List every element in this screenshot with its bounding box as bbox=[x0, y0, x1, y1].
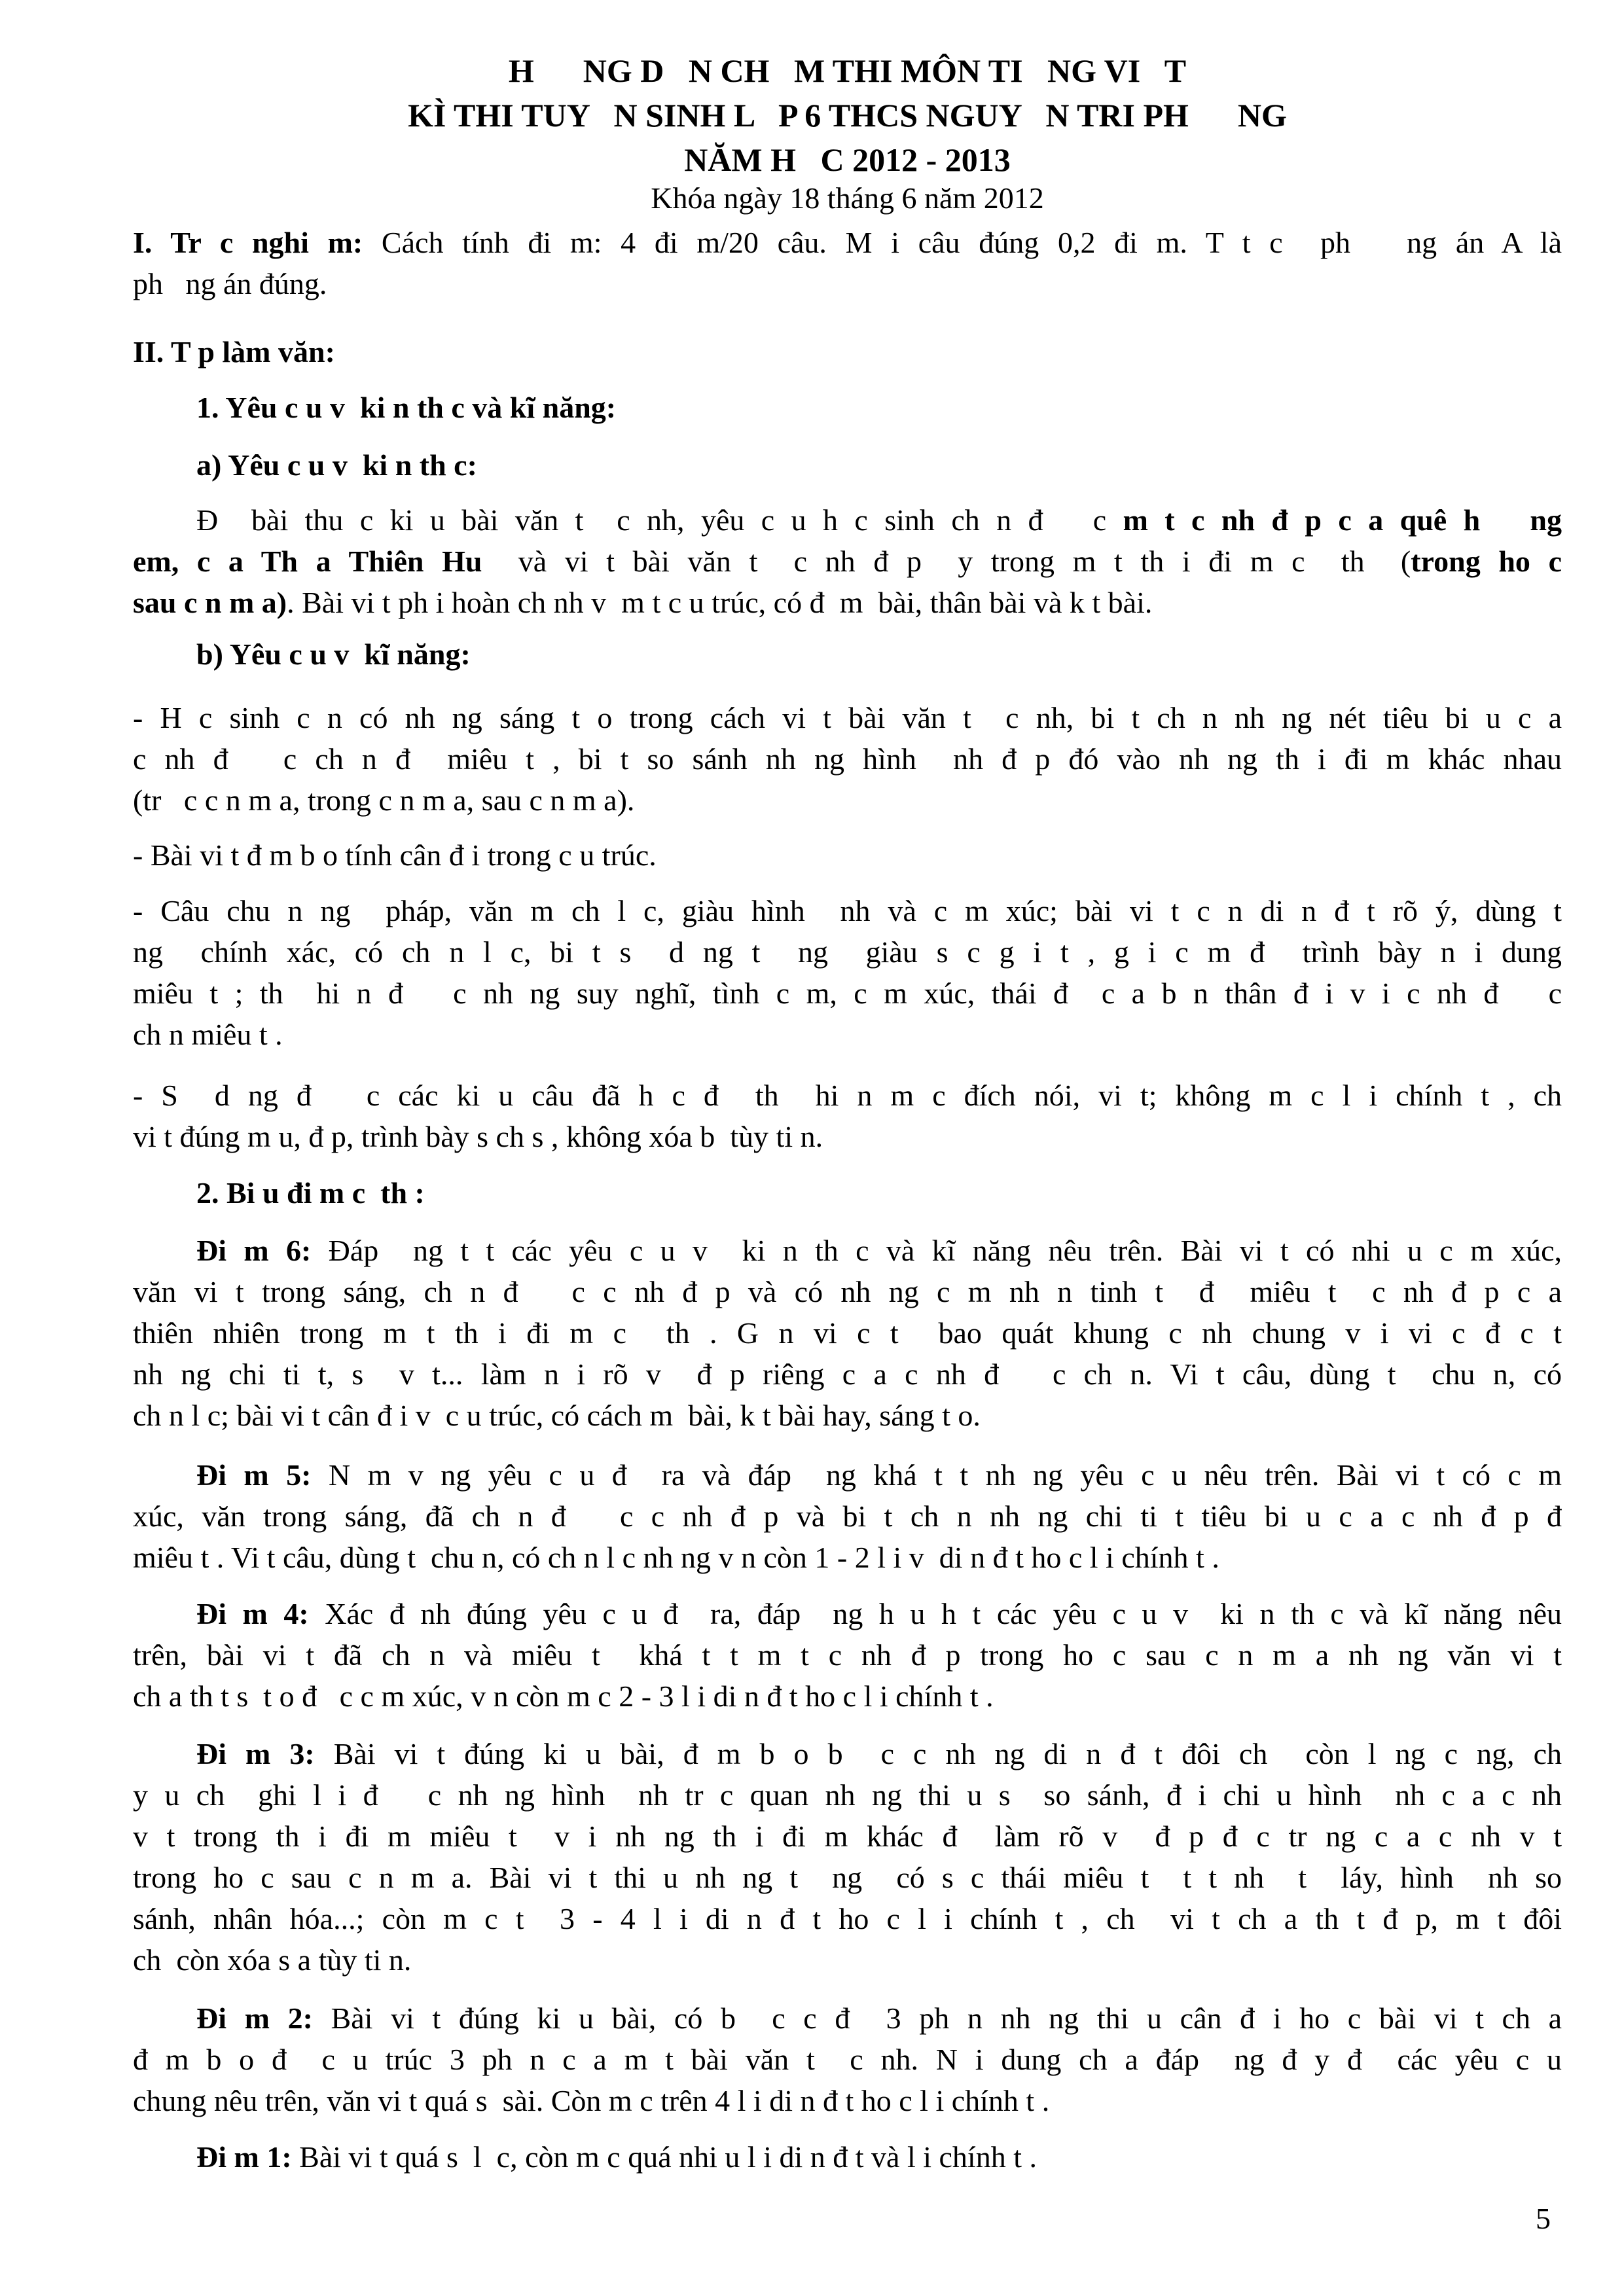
score-3 bbox=[133, 1733, 1562, 1981]
text-line bbox=[133, 1271, 1562, 1312]
text-line bbox=[133, 1496, 1562, 1537]
bold-text: Đi m 3: bbox=[196, 1737, 315, 1770]
text-line bbox=[133, 1395, 1562, 1436]
text: ch a th t s t o đ c c m xúc, v n còn m c 2 - 3 l i di n đ t ho c l i chính t . bbox=[133, 1679, 994, 1713]
text-line bbox=[133, 331, 1562, 372]
text: ch n l c; bài vi t cân đ i v c u trúc, có cách m bài, k t bài hay, sáng t o. bbox=[133, 1399, 981, 1432]
text: N m v ng yêu c u đ ra và đáp ng khá t t nh ng yêu c u nêu trên. Bài vi t có c m bbox=[311, 1458, 1562, 1492]
text: miêu t ; th hi n đ c nh ng suy nghĩ, tình c m, c m xúc, thái đ c a b n thân đ i v i c nh đ c bbox=[133, 977, 1562, 1010]
text: ch còn xóa s a tùy ti n. bbox=[133, 1943, 412, 1977]
page-number: 5 bbox=[1536, 2202, 1551, 2235]
text-line bbox=[133, 1774, 1562, 1816]
skill-item-1 bbox=[133, 697, 1562, 821]
text-line bbox=[133, 1454, 1562, 1496]
text-line bbox=[133, 499, 1562, 541]
text: sánh, nhân hóa...; còn m c t 3 - 4 l i di n đ t ho c l i chính t , ch vi t ch a th t đ p, m t đôi bbox=[133, 1902, 1562, 1935]
score-6 bbox=[133, 1230, 1562, 1436]
title-line-1: H NG D N CH M THI MÔN TI NG VI T bbox=[508, 52, 1187, 89]
text-line bbox=[133, 387, 1562, 428]
score-1 bbox=[133, 2136, 1562, 2178]
text: - Câu chu n ng pháp, văn m ch l c, giàu hình nh và c m xúc; bài vi t c n di n đ t rõ ý, dùng t bbox=[133, 894, 1562, 927]
skill-item-4 bbox=[133, 1075, 1562, 1157]
bold-text: m t c nh đ p c a quê h ng bbox=[1123, 503, 1562, 537]
text: thiên nhiên trong m t th i đi m c th . G n vi c t bao quát khung c nh chung v i vi c đ c t bbox=[133, 1316, 1562, 1350]
text-line bbox=[133, 1733, 1562, 1774]
text: văn vi t trong sáng, ch n đ c c nh đ p và có nh ng c m nh n tinh t đ miêu t c nh đ p c a bbox=[133, 1275, 1562, 1308]
text: Cách tính đi m: 4 đi m/20 câu. M i câu đúng 0,2 đi m. T t c ph ng án A là bbox=[363, 226, 1562, 259]
text-line bbox=[133, 1312, 1562, 1354]
text: trên, bài vi t đã ch n và miêu t khá t t m t c nh đ p trong ho c sau c n m a nh ng văn vi t bbox=[133, 1638, 1562, 1672]
text: ng chính xác, có ch n l c, bi t s d ng t ng giàu s c g i t , g i c m đ trình bày n i dung bbox=[133, 935, 1562, 969]
text-line bbox=[133, 1230, 1562, 1271]
text: - H c sinh c n có nh ng sáng t o trong cách vi t bài văn t c nh, bi t ch n nh ng nét tiêu bi u c a bbox=[133, 701, 1562, 734]
bold-text: Đi m 5: bbox=[196, 1458, 312, 1492]
text: chung nêu trên, văn vi t quá s sài. Còn m c trên 4 l i di n đ t ho c l i chính t . bbox=[133, 2084, 1050, 2117]
score-5 bbox=[133, 1454, 1562, 1578]
text-line bbox=[133, 1172, 1562, 1213]
text-line bbox=[133, 582, 1562, 623]
bold-text: em, c a Th a Thiên Hu bbox=[133, 545, 482, 578]
bold-text: 2. Bi u đi m c th : bbox=[196, 1176, 425, 1210]
heading-scoring bbox=[133, 1172, 1562, 1213]
text: Đ bài thu c ki u bài văn t c nh, yêu c u h c sinh ch n đ c bbox=[196, 503, 1123, 537]
heading-knowledge bbox=[133, 444, 1562, 486]
bold-text: II. T p làm văn: bbox=[133, 335, 335, 368]
score-4 bbox=[133, 1593, 1562, 1717]
text: Bài vi t đúng ki u bài, đ m b o b c c nh ng di n đ t đôi ch còn l ng c ng, ch bbox=[314, 1737, 1562, 1770]
text-line bbox=[133, 1354, 1562, 1395]
text-line bbox=[133, 834, 1562, 876]
paragraph-knowledge bbox=[133, 499, 1562, 623]
text: Bài vi t quá s l c, còn m c quá nhi u l i di n đ t và l i chính t . bbox=[291, 2140, 1037, 2174]
text: miêu t . Vi t câu, dùng t chu n, có ch n l c nh ng v n còn 1 - 2 l i v di n đ t ho c l i chính t . bbox=[133, 1541, 1219, 1574]
text-line bbox=[133, 444, 1562, 486]
text-line bbox=[133, 1593, 1562, 1634]
heading-requirements bbox=[133, 387, 1562, 428]
text: đ m b o đ c u trúc 3 ph n c a m t bài văn t c nh. N i dung ch a đáp ng đ y đ các yêu c u bbox=[133, 2043, 1562, 2076]
text: và vi t bài văn t c nh đ p y trong m t th i đi m c th ( bbox=[482, 545, 1411, 578]
text-line bbox=[133, 1816, 1562, 1857]
text-line bbox=[133, 263, 1562, 304]
text-line bbox=[133, 1014, 1562, 1055]
bold-text: sau c n m a) bbox=[133, 586, 287, 619]
text-line bbox=[133, 1898, 1562, 1939]
bold-text: Đi m 6: bbox=[196, 1234, 312, 1267]
bold-text: b) Yêu c u v kĩ năng: bbox=[196, 637, 471, 671]
text-line bbox=[133, 1537, 1562, 1578]
text: Xác đ nh đúng yêu c u đ ra, đáp ng h u h t các yêu c u v ki n th c và kĩ năng nêu bbox=[308, 1597, 1562, 1630]
bold-text: Đi m 2: bbox=[196, 2001, 313, 2035]
text: Đáp ng t t các yêu c u v ki n th c và kĩ năng nêu trên. Bài vi t có nhi u c m xúc, bbox=[311, 1234, 1562, 1267]
text: c nh đ c ch n đ miêu t , bi t so sánh nh ng hình nh đ p đó vào nh ng th i đi m khác nhau bbox=[133, 742, 1562, 776]
text-line bbox=[133, 1939, 1562, 1981]
bold-text: Đi m 4: bbox=[196, 1597, 309, 1630]
text-line bbox=[133, 1857, 1562, 1898]
text-line bbox=[133, 2080, 1562, 2121]
bold-text: trong ho c bbox=[1411, 545, 1562, 578]
skill-item-2 bbox=[133, 834, 1562, 876]
text: - S d ng đ c các ki u câu đã h c đ th hi n m c đích nói, vi t; không m c l i chính t , ch bbox=[133, 1079, 1562, 1112]
text-line bbox=[133, 697, 1562, 738]
text-line bbox=[133, 222, 1562, 263]
text-line bbox=[133, 634, 1562, 675]
text-line bbox=[133, 738, 1562, 780]
text-line bbox=[133, 541, 1562, 582]
text: . Bài vi t ph i hoàn ch nh v m t c u trúc, có đ m bài, thân bài và k t bài. bbox=[287, 586, 1153, 619]
document-title bbox=[133, 48, 1562, 182]
text-line bbox=[133, 2039, 1562, 2080]
text: vi t đúng m u, đ p, trình bày s ch s , không xóa b tùy ti n. bbox=[133, 1120, 823, 1153]
text-line bbox=[133, 780, 1562, 821]
section-2-heading bbox=[133, 331, 1562, 372]
text: (tr c c n m a, trong c n m a, sau c n m a). bbox=[133, 783, 635, 817]
text: ph ng án đúng. bbox=[133, 267, 327, 300]
text: - Bài vi t đ m b o tính cân đ i trong c u trúc. bbox=[133, 838, 657, 872]
bold-text: 1. Yêu c u v ki n th c và kĩ năng: bbox=[196, 391, 617, 424]
text-line bbox=[133, 2136, 1562, 2178]
bold-text: Đi m 1: bbox=[196, 2140, 292, 2174]
bold-text: a) Yêu c u v ki n th c: bbox=[196, 448, 477, 482]
text-line bbox=[133, 1998, 1562, 2039]
text-line bbox=[133, 1075, 1562, 1116]
text: xúc, văn trong sáng, đã ch n đ c c nh đ p và bi t ch n nh ng chi ti t tiêu bi u c a c nh đ p đ bbox=[133, 1499, 1562, 1533]
text-line bbox=[133, 973, 1562, 1014]
text-line bbox=[133, 1116, 1562, 1157]
text: nh ng chi ti t, s v t... làm n i rõ v đ p riêng c a c nh đ c ch n. Vi t câu, dùng t chu n, có bbox=[133, 1357, 1562, 1391]
text-line bbox=[133, 931, 1562, 973]
bold-text: I. Tr c nghi m: bbox=[133, 226, 363, 259]
text: trong ho c sau c n m a. Bài vi t thi u nh ng t ng có s c thái miêu t t t nh t láy, hình nh so bbox=[133, 1861, 1562, 1894]
text-line bbox=[133, 1634, 1562, 1676]
section-1-multiple-choice bbox=[133, 222, 1562, 304]
text: v t trong th i đi m miêu t v i nh ng th i đi m khác đ làm rõ v đ p đ c tr ng c a c nh v t bbox=[133, 1820, 1562, 1853]
heading-skills bbox=[133, 634, 1562, 675]
text-line bbox=[133, 890, 1562, 931]
exam-date: Khóa ngày 18 tháng 6 năm 2012 bbox=[651, 181, 1044, 215]
text-line bbox=[133, 1676, 1562, 1717]
skill-item-3 bbox=[133, 890, 1562, 1055]
score-2 bbox=[133, 1998, 1562, 2121]
text: ch n miêu t . bbox=[133, 1018, 283, 1051]
title-line-3: NĂM H C 2012 - 2013 bbox=[684, 141, 1011, 178]
title-line-2: KÌ THI TUY N SINH L P 6 THCS NGUY N TRI PH NG bbox=[408, 97, 1287, 134]
text: y u ch ghi l i đ c nh ng hình nh tr c quan nh ng thi u s so sánh, đ i chi u hình nh c a c nh bbox=[133, 1778, 1562, 1812]
text: Bài vi t đúng ki u bài, có b c c đ 3 ph n nh ng thi u cân đ i ho c bài vi t ch a bbox=[312, 2001, 1562, 2035]
